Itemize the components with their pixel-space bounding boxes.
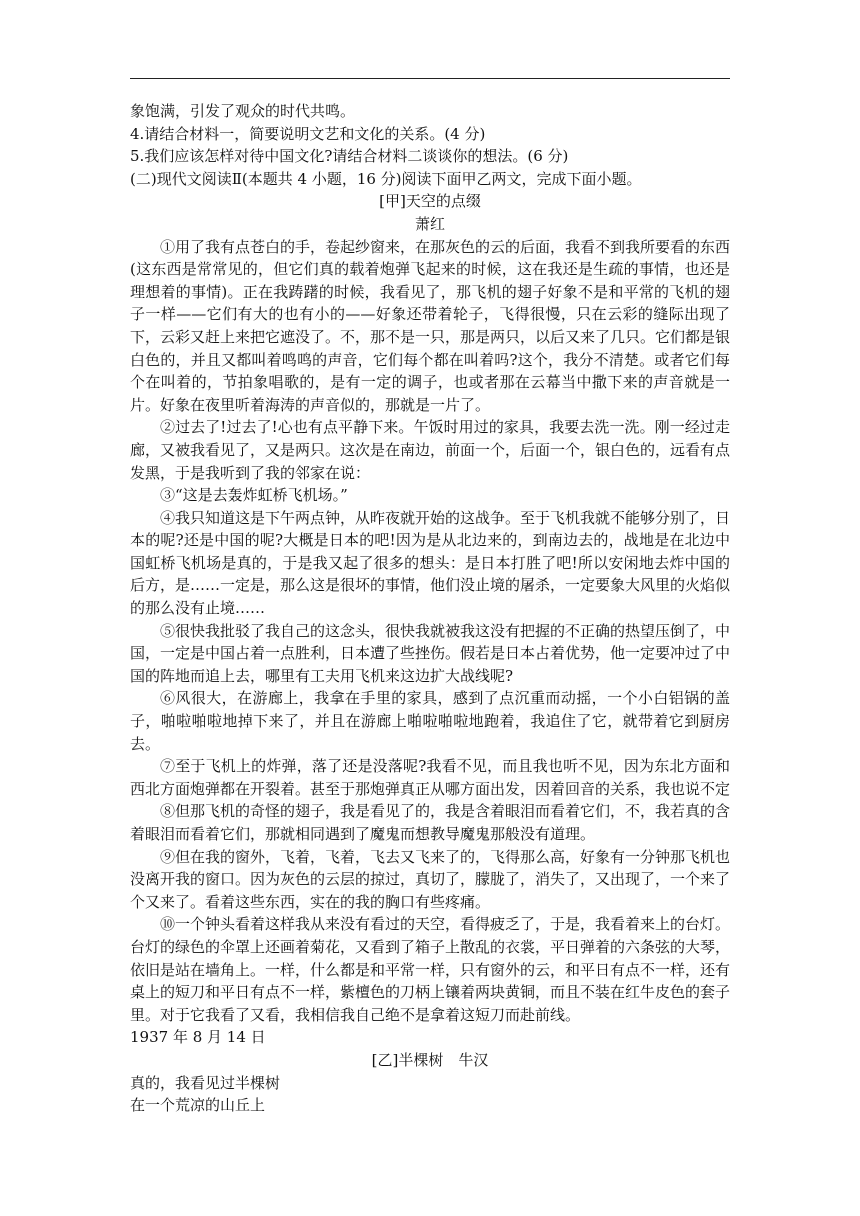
question-4: 4.请结合材料一，简要说明文艺和文化的关系。(4 分) [130, 124, 486, 143]
paragraph-4: ④我只知道这是下午两点钟，从昨夜就开始的这战争。至于飞机我就不能够分别了，日本的呢?还是中国的呢?大概是日本的吧!因为是从北边来的，到南边去的，战地是在北边中国虹桥飞机场是真的，于是我又起了很多的想头：是日本打胜了吧!所以安闲地去炸中国的后方，是……一定是，那么这是很坏的事情，他们没止境的屠杀，一定要象大风里的火焰似的那么没有止境…… [130, 508, 731, 618]
header-rule [130, 78, 730, 79]
paragraph-1: ①用了我有点苍白的手，卷起纱窗来，在那灰色的云的后面，我看不到我所要看的东西(这东西是常常见的，但它们真的载着炮弹飞起来的时候，这在我还是生疏的事情，也还是理想着的事情)。正在我踌躇的时候，我看见了，那飞机的翅子好象不是和平常的飞机的翅子一样——它们有大的也有小的——好象还带着轮子，飞得很慢，只在云彩的缝际出现了下，云彩又赶上来把它遮没了。不，那不是一只，那是两只，以后又来了几只。它们都是银白色的，并且又都叫着鸣鸣的声音，它们每个都在叫着吗?这个，我分不清楚。或者它们每个在叫着的，节拍象唱歌的，是有一定的调子，也或者那在云幕当中撒下来的声音就是一片。好象在夜里听着海涛的声音似的，那就是一片了。 [130, 237, 731, 414]
passage-a-author: 萧红 [414, 214, 445, 233]
paragraph-8: ⑧但那飞机的奇怪的翅子，我是看见了的，我是含着眼泪而看着它们，不，我若真的含着眼泪而看着它们，那就相同遇到了魔鬼而想教导魔鬼那般没有道理。 [130, 802, 731, 843]
passage-b-title: [乙]半棵树 牛汉 [371, 1050, 489, 1069]
poem-line-2: 在一个荒凉的山丘上 [130, 1096, 266, 1115]
section-heading: (二)现代文阅读Ⅱ(本题共 4 小题，16 分)阅读下面甲乙两文，完成下面小题。 [130, 169, 642, 188]
question-5: 5.我们应该怎样对待中国文化?请结合材料二谈谈你的想法。(6 分) [130, 147, 569, 166]
paragraph-9: ⑨但在我的窗外，飞着，飞着，飞去又飞来了的，飞得那么高，好象有一分钟那飞机也没离开我的窗口。因为灰色的云层的掠过，真切了，朦胧了，消失了，又出现了，一个来了个又来了。看着这些东西，实在的我的胸口有些疼痛。 [130, 847, 731, 911]
poem-line-1: 真的，我看见过半棵树 [130, 1073, 281, 1092]
paragraph-7: ⑦至于飞机上的炸弹，落了还是没落呢?我看不见，而且我也听不见，因为东北方面和西北方面炮弹都在开裂着。甚至于那炮弹真正从哪方面出发，因着回音的关系，我也说不定 [130, 757, 731, 798]
paragraph-5: ⑤很快我批驳了我自己的这念头，很快我就被我这没有把握的不正确的热望压倒了，中国，一定是中国占着一点胜利，日本遭了些挫伤。假若是日本占着优势，他一定要冲过了中国的阵地而追上去，哪里有工夫用飞机来这边扩大战线呢? [130, 621, 731, 685]
paragraph-3: ③“这是去轰炸虹桥飞机场。” [160, 486, 348, 505]
continuation-line: 象饱满，引发了观众的时代共鸣。 [130, 102, 356, 120]
paragraph-6: ⑥风很大，在游廊上，我拿在手里的家具，感到了点沉重而动摇，一个小白铝锅的盖子，啪啦啪啦地掉下来了，并且在游廊上啪啦啪啦地跑着，我追住了它，就带着它到厨房去。 [130, 689, 730, 753]
document-page [130, 0, 730, 1216]
document-content [130, 100, 730, 1117]
paragraph-2: ②过去了!过去了!心也有点平静下来。午饭时用过的家具，我要去洗一洗。刚一经过走廊，又被我看见了，又是两只。这次是在南边，前面一个，后面一个，银白色的，远看有点发黑，于是我听到了我的邻家在说： [130, 418, 731, 482]
passage-a-date: 1937 年 8 月 14 日 [130, 1028, 266, 1047]
passage-a-title: [甲]天空的点缀 [379, 192, 481, 211]
paragraph-10: ⑩一个钟头看着这样我从来没有看过的天空，看得疲乏了，于是，我看着来上的台灯。台灯的绿色的伞罩上还画着菊花，又看到了箱子上散乱的衣裳，平日弹着的六条弦的大琴，依旧是站在墙角上。一样，什么都是和平常一样，只有窗外的云，和平日有点不一样，还有桌上的短刀和平日有点不一样，紫檀色的刀柄上镶着两块黄铜，而且不装在红牛皮色的套子里。对于它我看了又看，我相信我自己绝不是拿着这短刀而赴前线。 [130, 915, 731, 1024]
